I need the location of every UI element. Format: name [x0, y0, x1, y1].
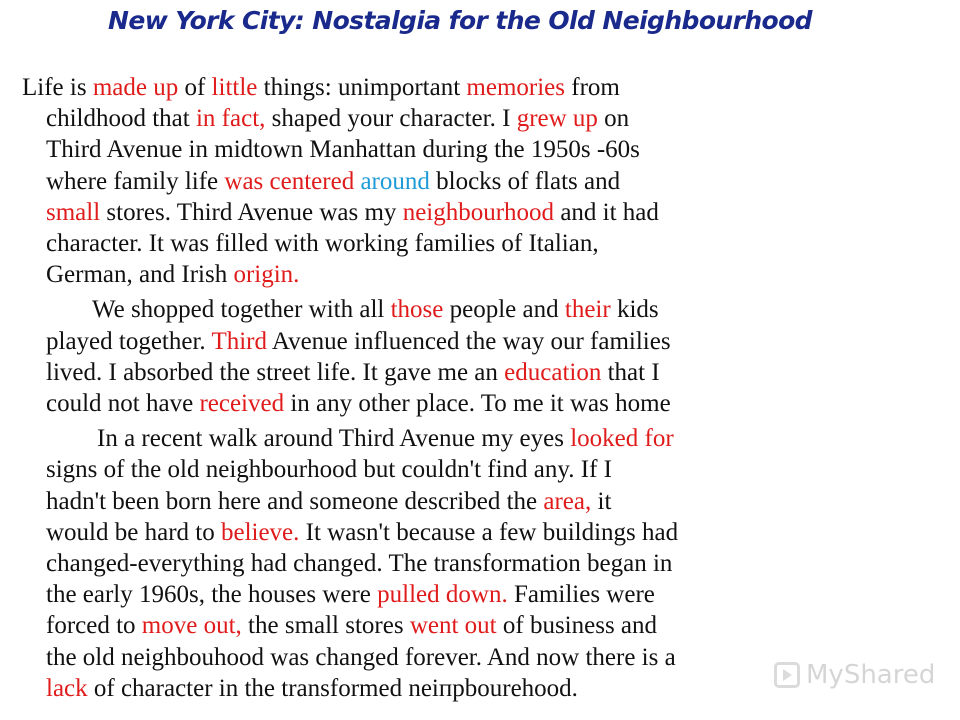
- text-line: [22, 454, 860, 485]
- text-line: [22, 517, 860, 548]
- text-run: It wasn't because a few buildings had: [299, 518, 679, 546]
- text-line: [22, 259, 860, 290]
- text-line: [22, 134, 860, 165]
- highlighted-word: memories: [466, 74, 565, 101]
- highlighted-word: neighbourhood: [402, 198, 555, 226]
- text-run: In a recent walk around Third Avenue my eyes: [97, 425, 571, 453]
- text-run: the early 1960s, the houses were: [46, 581, 378, 609]
- text-line: [22, 548, 860, 579]
- text-run: We shopped together with all: [92, 296, 391, 324]
- text-line: [22, 294, 860, 325]
- text-run: could not have: [46, 390, 200, 418]
- paragraph-2: [22, 294, 860, 419]
- text-run: things: unimportant: [257, 74, 467, 101]
- text-line: [22, 72, 860, 103]
- text-line: [22, 197, 860, 228]
- highlighted-word: those: [390, 296, 444, 324]
- article-body: [22, 72, 860, 704]
- highlighted-word: move out,: [141, 612, 242, 640]
- text-run: character. It was filled with working families of Italian,: [46, 230, 599, 258]
- text-run: of business and: [496, 612, 658, 640]
- highlighted-word: lack: [46, 674, 88, 702]
- highlighted-word: went out: [409, 612, 497, 640]
- text-run: Families were: [507, 581, 655, 609]
- text-line: [22, 228, 860, 259]
- highlighted-word: made up: [92, 74, 179, 101]
- text-line: [22, 388, 860, 419]
- highlighted-word: little: [211, 74, 258, 101]
- text-run: on: [597, 105, 630, 133]
- text-run: blocks of flats and: [429, 167, 621, 195]
- text-run: people and: [443, 296, 565, 324]
- highlighted-word: origin.: [233, 261, 300, 289]
- highlighted-word: around: [360, 167, 430, 195]
- text-run: hadn't been born here and someone described the: [46, 487, 544, 515]
- highlighted-word: grew up: [516, 105, 598, 133]
- highlighted-word: pulled down.: [377, 581, 508, 609]
- text-run: it: [591, 487, 612, 515]
- text-line: [22, 579, 860, 610]
- text-run: and it had: [554, 198, 659, 226]
- highlighted-word: Third: [211, 327, 268, 355]
- text-run: shaped your character. I: [265, 105, 517, 133]
- text-run: Avenue influenced the way our families: [267, 327, 671, 355]
- slide-title: New York City: Nostalgia for the Old Neighbourhood: [108, 6, 812, 35]
- text-line: [22, 357, 860, 388]
- text-run: stores. Third Avenue was my: [100, 198, 403, 226]
- text-run: Third Avenue in midtown Manhattan during the 1950s -60s: [46, 136, 640, 164]
- text-run: kids: [610, 296, 659, 324]
- highlighted-word: believe.: [220, 518, 300, 546]
- text-run: of: [178, 74, 212, 101]
- highlighted-word: their: [564, 296, 611, 324]
- text-run: where family life: [46, 167, 225, 195]
- highlighted-word: was centered: [224, 167, 355, 195]
- text-run: German, and Irish: [46, 261, 234, 289]
- highlighted-word: area,: [543, 487, 592, 515]
- text-run: the old neighbouhood was changed forever. And now there is a: [46, 643, 676, 671]
- text-line: [22, 166, 860, 197]
- text-run: of character in the transformed neiпрbourehood.: [87, 674, 578, 702]
- text-run: Life is: [22, 74, 93, 101]
- text-line: [22, 103, 860, 134]
- highlighted-word: looked for: [570, 425, 674, 453]
- highlighted-word: in fact,: [195, 105, 266, 133]
- text-run: childhood that: [46, 105, 196, 133]
- highlighted-word: received: [199, 390, 285, 418]
- text-run: forced to: [46, 612, 142, 640]
- text-run: lived. I absorbed the street life. It gave me an: [46, 358, 505, 386]
- text-run: the small stores: [241, 612, 410, 640]
- paragraph-1: [22, 72, 860, 290]
- text-run: would be hard to: [46, 518, 221, 546]
- text-run: signs of the old neighbourhood but couldn't find any. If I: [46, 456, 612, 484]
- text-run: that I: [601, 358, 660, 386]
- text-run: changed-everything had changed. The transformation began in: [46, 550, 673, 578]
- text-line: [22, 486, 860, 517]
- highlighted-word: small: [46, 198, 101, 226]
- text-line: [22, 610, 860, 641]
- text-line: [22, 642, 860, 673]
- text-run: in any other place. To me it was home: [284, 390, 671, 418]
- text-run: played together.: [46, 327, 212, 355]
- paragraph-3: [22, 423, 860, 704]
- text-line: [22, 326, 860, 357]
- text-line: [22, 423, 860, 454]
- highlighted-word: education: [504, 358, 602, 386]
- text-run: from: [565, 74, 620, 101]
- text-line: [22, 673, 860, 704]
- watermark-text: MyShared: [806, 660, 936, 690]
